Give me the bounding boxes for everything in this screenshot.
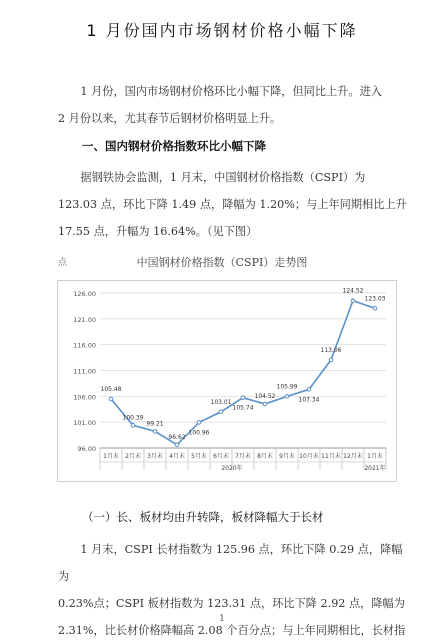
page-number: 1 bbox=[219, 614, 225, 624]
data-label: 100.39 bbox=[122, 414, 144, 422]
data-point bbox=[109, 397, 113, 401]
x-tick-label: 11月末 bbox=[321, 453, 341, 460]
chart-frame bbox=[57, 280, 397, 482]
data-point bbox=[285, 395, 289, 399]
y-tick-label: 96.00 bbox=[77, 445, 96, 453]
intro-paragraph bbox=[58, 78, 408, 132]
x-tick-label: 1月末 bbox=[103, 453, 119, 460]
data-label: 100.96 bbox=[188, 429, 210, 437]
y-tick-label: 101.00 bbox=[73, 419, 96, 428]
paragraph-line: 1 月末，CSPI 长材指数为 125.96 点，环比下降 0.29 点，降幅为 bbox=[58, 543, 403, 583]
data-point bbox=[373, 307, 377, 311]
data-point bbox=[131, 424, 135, 428]
x-tick-label: 6月末 bbox=[213, 453, 229, 460]
data-point bbox=[197, 421, 201, 425]
data-label: 99.21 bbox=[146, 420, 164, 428]
cspi-line-chart bbox=[58, 281, 396, 481]
paragraph-line: 123.03 点，环比下降 1.49 点，降幅为 1.20%；与上年同期相比上升 bbox=[58, 198, 407, 211]
chart-unit-label: 点 bbox=[58, 258, 68, 268]
paragraph-line: 0.23%点；CSPI 板材指数为 123.31 点，环比下降 2.92 点，降幅为 bbox=[58, 597, 405, 610]
year-group-label: 2021年 bbox=[364, 465, 386, 472]
data-point bbox=[175, 443, 179, 447]
data-point bbox=[329, 358, 333, 362]
x-tick-label: 9月末 bbox=[279, 453, 295, 460]
section-heading: 一、国内钢材价格指数环比小幅下降 bbox=[82, 139, 266, 153]
subsection-heading: （一）长、板材均由升转降，板材降幅大于长材 bbox=[82, 510, 324, 524]
data-point bbox=[219, 410, 223, 414]
data-label: 113.06 bbox=[320, 346, 342, 354]
data-point bbox=[153, 430, 157, 434]
page-title: 1 月份国内市场钢材价格小幅下降 bbox=[86, 21, 358, 40]
data-label: 123.03 bbox=[364, 295, 386, 303]
y-tick-label: 126.00 bbox=[73, 290, 96, 298]
x-tick-label: 4月末 bbox=[169, 453, 185, 460]
paragraph-line: 17.55 点，升幅为 16.64%。（见下图） bbox=[58, 225, 258, 238]
y-tick-label: 106.00 bbox=[73, 393, 96, 402]
data-point bbox=[241, 396, 245, 400]
data-label: 107.34 bbox=[298, 396, 320, 404]
x-tick-label: 3月末 bbox=[147, 453, 163, 460]
x-tick-label: 7月末 bbox=[235, 453, 251, 460]
data-point bbox=[263, 402, 267, 406]
intro-line: 1 月份，国内市场钢材价格环比小幅下降，但同比上升。进入 bbox=[80, 85, 382, 98]
x-tick-label: 8月末 bbox=[257, 453, 273, 460]
data-point bbox=[351, 299, 355, 303]
y-tick-label: 121.00 bbox=[73, 315, 96, 324]
x-tick-label: 2月末 bbox=[125, 453, 141, 460]
y-tick-label: 116.00 bbox=[73, 341, 96, 350]
section1-paragraph bbox=[58, 164, 408, 245]
paragraph-line: 2.31%，比长材价格降幅高 2.08 个百分点；与上年同期相比，长材指 bbox=[58, 624, 406, 637]
x-tick-label: 10月末 bbox=[299, 453, 319, 460]
x-tick-label: 12月末 bbox=[343, 453, 363, 460]
data-label: 104.52 bbox=[254, 392, 276, 400]
x-tick-label: 1月末 bbox=[367, 453, 383, 460]
paragraph-line: 据钢铁协会监测，1 月末，中国钢材价格指数（CSPI）为 bbox=[80, 171, 366, 184]
intro-line: 2 月份以来，尤其春节后钢材价格明显上升。 bbox=[58, 112, 282, 125]
section2-paragraph bbox=[58, 536, 408, 644]
data-label: 105.74 bbox=[232, 404, 254, 412]
data-point bbox=[307, 388, 311, 392]
y-tick-label: 111.00 bbox=[73, 367, 96, 376]
chart-title: 中国钢材价格指数（CSPI）走势图 bbox=[136, 256, 308, 269]
data-label: 105.99 bbox=[276, 383, 298, 391]
x-tick-label: 5月末 bbox=[191, 453, 207, 460]
data-label: 105.48 bbox=[100, 386, 122, 394]
data-label: 96.62 bbox=[168, 433, 186, 441]
year-group-label: 2020年 bbox=[221, 465, 243, 472]
data-label: 103.01 bbox=[210, 398, 232, 406]
data-label: 124.52 bbox=[342, 287, 364, 295]
